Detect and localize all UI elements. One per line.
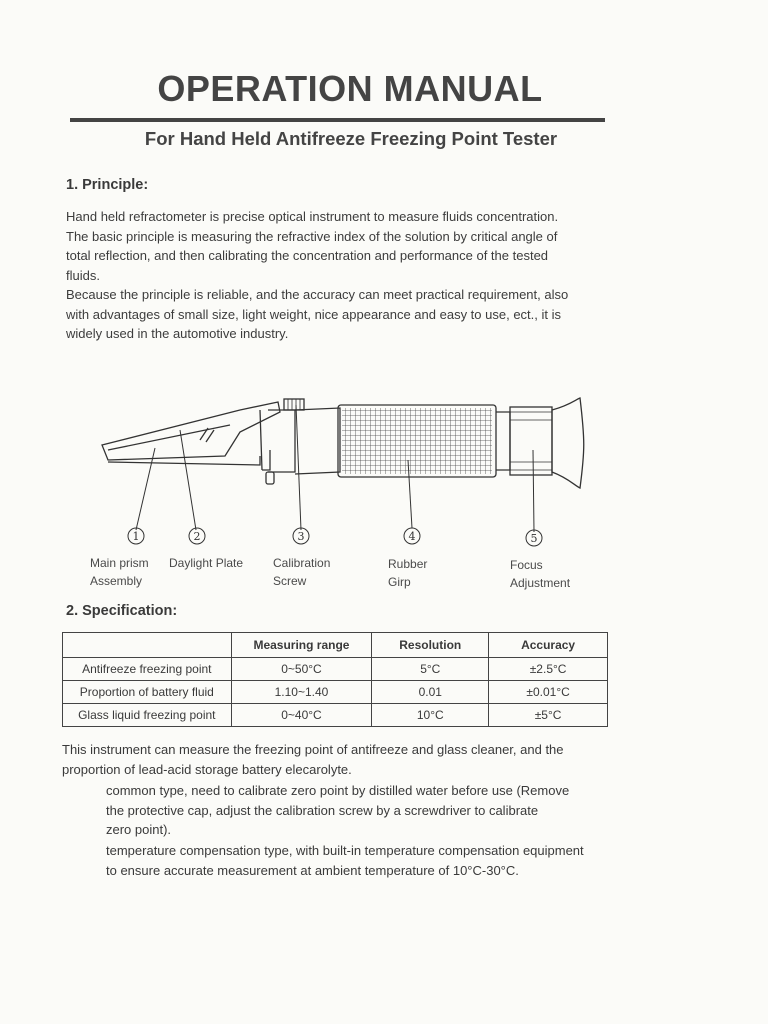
marker-3: 3	[297, 530, 305, 543]
table-row	[63, 681, 608, 704]
label-rubber-grip: Rubber Girp	[388, 557, 428, 589]
principle-line: fluids.	[66, 267, 100, 283]
label-calibration-screw: Calibration Screw	[273, 556, 331, 588]
table-cell: 0.01	[372, 681, 489, 704]
column-header: Accuracy	[489, 633, 608, 658]
page-subtitle: For Hand Held Antifreeze Freezing Point Tester	[144, 128, 558, 149]
description-line: proportion of lead-acid storage battery elecarolyte.	[62, 761, 352, 777]
table-cell: Glass liquid freezing point	[63, 704, 232, 727]
column-header: Measuring range	[231, 633, 372, 658]
description-line: This instrument can measure the freezing point of antifreeze and glass cleaner, and the	[62, 742, 564, 757]
note-line: zero point).	[106, 822, 172, 837]
calibration-screw-shape	[284, 399, 304, 410]
table-row	[63, 658, 608, 681]
cap-hinge	[266, 472, 274, 484]
eyepiece-shape	[552, 398, 584, 488]
label-main-prism: Main prism Assembly	[90, 556, 149, 588]
table-row	[63, 704, 608, 727]
principle-line: widely used in the automotive industry.	[66, 326, 289, 341]
table-cell: 0~40°C	[231, 704, 372, 727]
temperature-type-note	[106, 841, 666, 880]
page-title: OPERATION MANUAL	[157, 68, 543, 109]
label-focus-adjustment: Focus Adjustment	[510, 558, 571, 590]
principle-line: with advantages of small size, light weight, nice appearance and easy to use, ect., it is	[66, 306, 561, 322]
marker-1: 1	[132, 530, 140, 543]
table-cell: 5°C	[372, 658, 489, 681]
note-line: temperature compensation type, with built-in temperature compensation equipment	[106, 843, 584, 858]
note-line: the protective cap, adjust the calibration screw by a screwdriver to calibrate	[106, 802, 539, 818]
prism-body	[102, 402, 280, 460]
table-cell: ±2.5°C	[489, 658, 608, 681]
principle-line: total reflection, and then calibrating the concentration and performance of the tested	[66, 248, 549, 263]
principle-line: The basic principle is measuring the refractive index of the solution by critical angle of	[66, 228, 558, 244]
marker-4: 4	[408, 530, 416, 543]
table-cell: ±0.01°C	[489, 681, 608, 704]
instrument-description	[62, 740, 662, 779]
principle-heading: 1. Principle:	[66, 177, 149, 193]
specification-heading: 2. Specification:	[66, 603, 178, 619]
table-header-row	[63, 633, 608, 658]
marker-5: 5	[530, 532, 538, 545]
focus-ring-shape	[510, 407, 552, 475]
principle-text	[66, 207, 626, 344]
column-header: Resolution	[372, 633, 489, 658]
table-cell: ±5°C	[489, 704, 608, 727]
marker-2: 2	[193, 530, 201, 543]
label-daylight-plate: Daylight Plate	[169, 556, 244, 570]
column-header	[63, 633, 232, 658]
table-cell: 1.10~1.40	[231, 681, 372, 704]
title-divider	[70, 118, 605, 122]
note-line: to ensure accurate measurement at ambient temperature of 10°C-30°C.	[106, 862, 519, 878]
common-type-note	[106, 781, 646, 840]
principle-line: Because the principle is reliable, and the accuracy can meet practical requirement, also	[66, 287, 569, 302]
table-cell: 0~50°C	[231, 658, 372, 681]
principle-line: Hand held refractometer is precise optical instrument to measure fluids concentration.	[66, 209, 559, 224]
specification-table	[62, 632, 608, 727]
table-cell: Antifreeze freezing point	[63, 658, 232, 681]
note-line: common type, need to calibrate zero point by distilled water before use (Remove	[106, 783, 570, 798]
table-cell: 10°C	[372, 704, 489, 727]
table-cell: Proportion of battery fluid	[63, 681, 232, 704]
